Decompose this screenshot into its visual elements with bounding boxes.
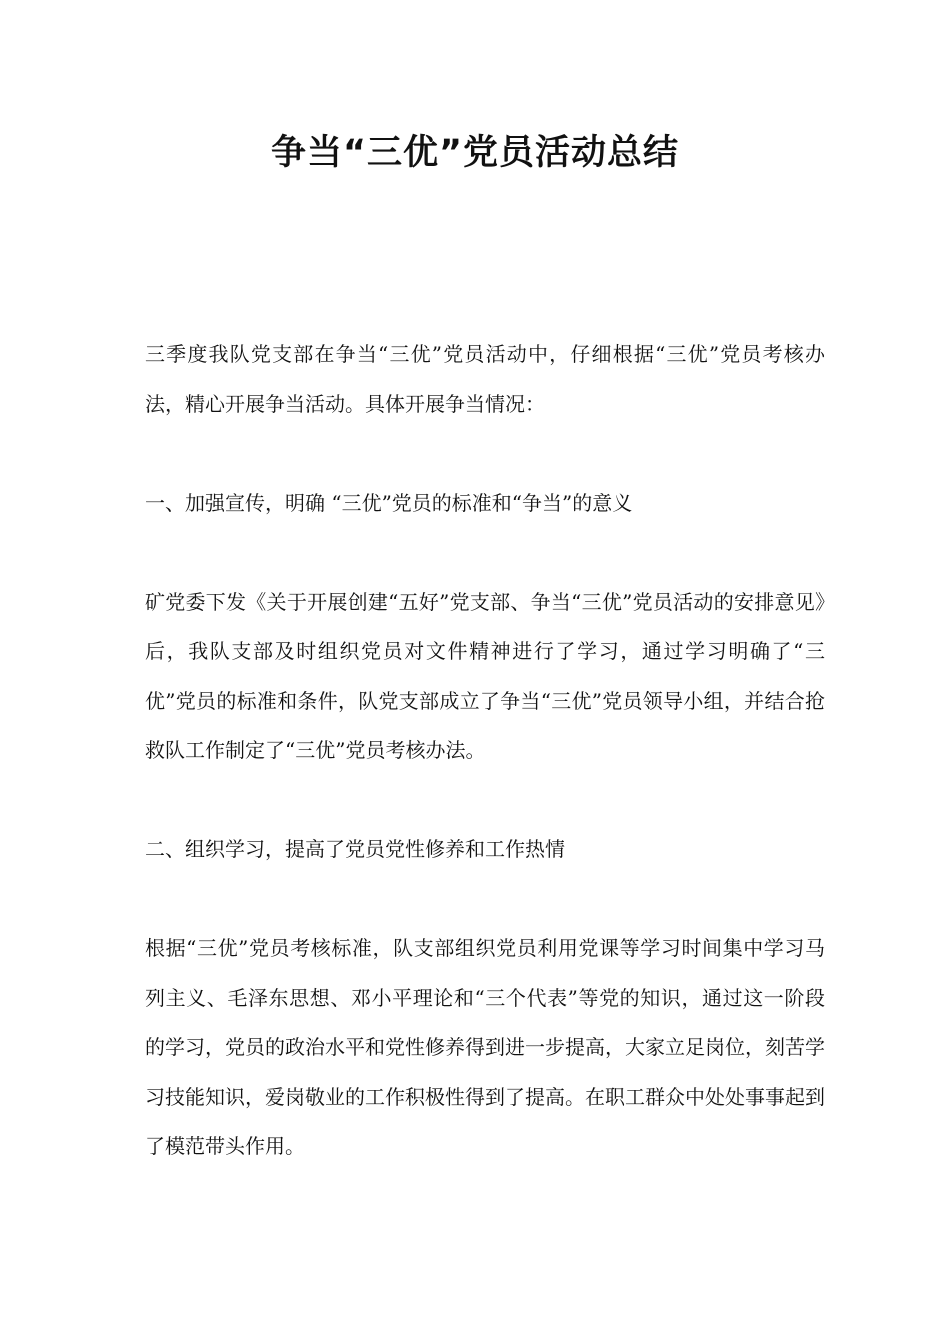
section-2-paragraph: 根据“三优”党员考核标准，队支部组织党员利用党课等学习时间集中学习马列主义、毛泽东思想、邓小平理论和“三个代表”等党的知识，通过这一阶段的学习，党员的政治水平和党性修养得到进一步提高，大家立足岗位，刻苦学习技能知识，爱岗敬业的工作积极性得到了提高。在职工群众中处处事事起到了模范带头作用。: [145, 936, 825, 1158]
document-body: [145, 330, 825, 1172]
section-1-paragraph: 矿党委下发《关于开展创建“五好”党支部、争当“三优”党员活动的安排意见》后，我队支部及时组织党员对文件精神进行了学习，通过学习明确了“三优”党员的标准和条件，队党支部成立了争当“三优”党员领导小组，并结合抢救队工作制定了“三优”党员考核办法。: [145, 589, 825, 762]
section-heading-2: 二、组织学习，提高了党员党性修养和工作热情: [145, 837, 565, 861]
section-heading-1: 一、加强宣传，明确 “三优”党员的标准和“争当”的意义: [145, 490, 633, 515]
document-title: 争当“三优”党员活动总结: [270, 133, 679, 173]
intro-paragraph: 三季度我队党支部在争当“三优”党员活动中，仔细根据“三优”党员考核办法，精心开展争当活动。具体开展争当情况：: [145, 342, 825, 416]
